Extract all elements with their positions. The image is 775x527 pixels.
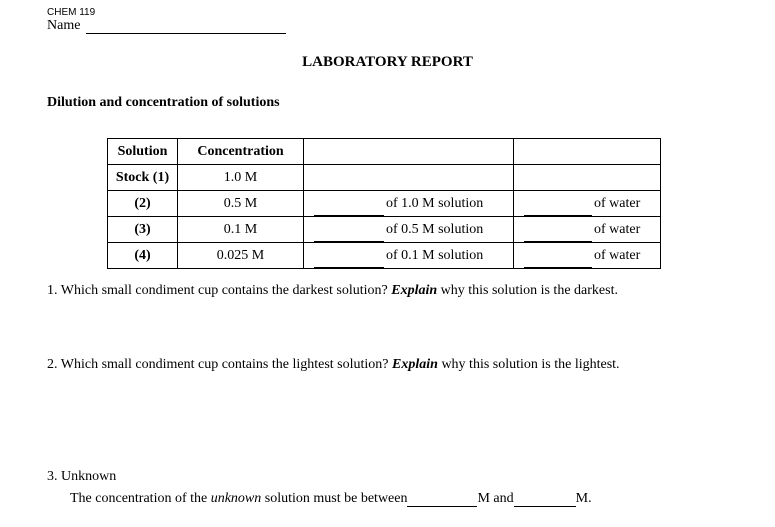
q2-emphasis: Explain bbox=[392, 357, 438, 372]
solution-cell: Stock (1) bbox=[108, 165, 178, 191]
q2-text: 2. Which small condiment cup contains the lightest solution? bbox=[47, 357, 389, 372]
concentration-cell: 0.5 M bbox=[178, 191, 304, 217]
header-empty-cell bbox=[304, 139, 514, 165]
solution-volume-cell bbox=[304, 191, 514, 217]
name-label: Name bbox=[47, 18, 81, 33]
upper-bound-blank[interactable] bbox=[514, 492, 576, 507]
solutions-table bbox=[107, 138, 661, 269]
water-volume-label: of water bbox=[594, 248, 641, 263]
table-row bbox=[108, 165, 661, 191]
solution-volume-cell bbox=[304, 217, 514, 243]
question-3-label: 3. Unknown bbox=[47, 469, 117, 484]
table-header-row bbox=[108, 139, 661, 165]
empty-cell bbox=[514, 165, 661, 191]
water-volume-cell bbox=[514, 191, 661, 217]
empty-cell bbox=[304, 165, 514, 191]
solution-volume-blank[interactable] bbox=[314, 198, 384, 216]
q3-prefix: The concentration of the bbox=[70, 491, 208, 506]
solution-volume-cell bbox=[304, 243, 514, 269]
name-row bbox=[47, 18, 286, 34]
table-row bbox=[108, 191, 661, 217]
solution-volume-label: of 0.1 M solution bbox=[386, 248, 484, 263]
water-volume-blank[interactable] bbox=[524, 198, 592, 216]
solution-volume-label: of 0.5 M solution bbox=[386, 222, 484, 237]
concentration-cell: 0.025 M bbox=[178, 243, 304, 269]
q1-emphasis: Explain bbox=[391, 283, 438, 298]
question-1 bbox=[47, 283, 618, 299]
lower-bound-blank[interactable] bbox=[407, 492, 477, 507]
solution-cell: (3) bbox=[108, 217, 178, 243]
q3-end: M. bbox=[575, 491, 592, 506]
page-title: LABORATORY REPORT bbox=[302, 54, 473, 70]
header-solution: Solution bbox=[108, 139, 178, 165]
q3-emphasis: unknown bbox=[210, 491, 262, 506]
table-row bbox=[108, 243, 661, 269]
solution-volume-blank[interactable] bbox=[314, 250, 384, 268]
question-2 bbox=[47, 357, 620, 373]
q1-text: 1. Which small condiment cup contains the darkest solution? bbox=[47, 283, 388, 298]
water-volume-blank[interactable] bbox=[524, 224, 592, 242]
q3-mid: solution must be between bbox=[264, 491, 408, 506]
q3-and: M and bbox=[477, 491, 514, 506]
water-volume-cell bbox=[514, 217, 661, 243]
concentration-cell: 1.0 M bbox=[178, 165, 304, 191]
concentration-cell: 0.1 M bbox=[178, 217, 304, 243]
water-volume-label: of water bbox=[594, 222, 641, 237]
water-volume-cell bbox=[514, 243, 661, 269]
solution-volume-blank[interactable] bbox=[314, 224, 384, 242]
question-3-body bbox=[70, 491, 592, 507]
water-volume-label: of water bbox=[594, 196, 641, 211]
solution-volume-label: of 1.0 M solution bbox=[386, 196, 484, 211]
header-empty-cell bbox=[514, 139, 661, 165]
solution-cell: (2) bbox=[108, 191, 178, 217]
q2-suffix: why this solution is the lightest. bbox=[441, 357, 620, 372]
solution-cell: (4) bbox=[108, 243, 178, 269]
header-concentration: Concentration bbox=[178, 139, 304, 165]
water-volume-blank[interactable] bbox=[524, 250, 592, 268]
q1-suffix: why this solution is the darkest. bbox=[440, 283, 618, 298]
section-subtitle: Dilution and concentration of solutions bbox=[47, 95, 280, 110]
table-row bbox=[108, 217, 661, 243]
name-blank[interactable] bbox=[86, 19, 286, 34]
course-code: CHEM 119 bbox=[47, 7, 96, 18]
